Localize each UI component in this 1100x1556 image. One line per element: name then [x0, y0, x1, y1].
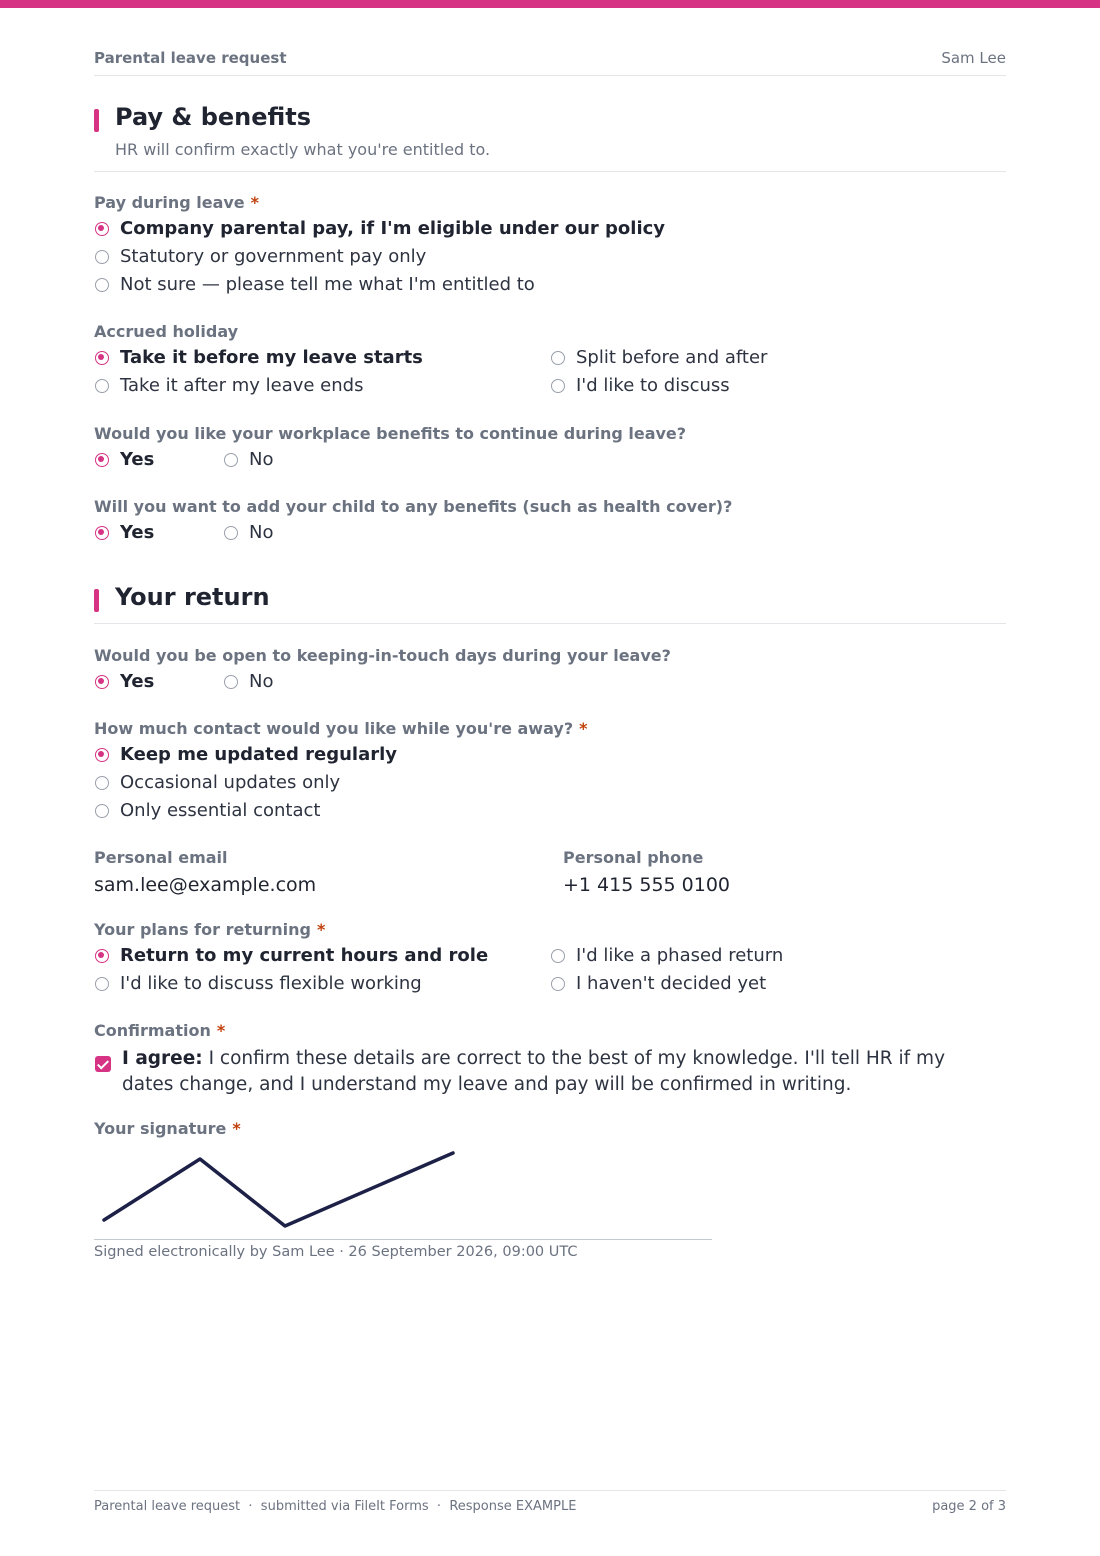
confirmation-statement: I confirm these details are correct to the best of my knowledge. I'll tell HR if my dates change, and I understand my leave and pay will be confirmed in writing. — [122, 1048, 946, 1095]
confirmation-text — [122, 1046, 1002, 1098]
required-marker: * — [316, 920, 326, 939]
field-label-pay-during-leave: Pay during leave * — [94, 193, 260, 212]
field-label-benefits-continue: Would you like your workplace benefits to continue during leave? — [94, 424, 687, 443]
section-title: Pay & benefits — [115, 103, 312, 131]
radio-selected-icon[interactable] — [95, 748, 109, 762]
agree-label: I agree: — [122, 1048, 203, 1069]
radio-icon[interactable] — [551, 949, 565, 963]
radio-icon[interactable] — [95, 804, 109, 818]
field-label-contact-level: How much contact would you like while you're away? * — [94, 719, 588, 738]
personal-phone-value: +1 415 555 0100 — [563, 874, 731, 896]
signature-box — [94, 1140, 712, 1240]
signature-drawing — [94, 1140, 712, 1240]
radio-selected-icon[interactable] — [95, 526, 109, 540]
radio-selected-icon[interactable] — [95, 675, 109, 689]
personal-email-value: sam.lee@example.com — [94, 874, 317, 896]
radio-selected-icon[interactable] — [95, 453, 109, 467]
signature-note: Signed electronically by Sam Lee · 26 September 2026, 09:00 UTC — [94, 1244, 578, 1260]
radio-selected-icon[interactable] — [95, 949, 109, 963]
footer-text: Parental leave request · submitted via FileIt Forms · Response EXAMPLE — [94, 1499, 577, 1514]
radio-selected-icon[interactable] — [95, 351, 109, 365]
radio-icon[interactable] — [551, 351, 565, 365]
radio-icon[interactable] — [95, 250, 109, 264]
required-marker: * — [216, 1021, 226, 1040]
field-label-add-child: Will you want to add your child to any benefits (such as health cover)? — [94, 497, 733, 516]
section-subtitle: HR will confirm exactly what you're entitled to. — [115, 140, 491, 159]
confirmation-checkbox[interactable] — [95, 1056, 111, 1072]
field-label-personal-email: Personal email — [94, 848, 228, 867]
running-header — [94, 48, 1006, 76]
field-label-confirmation: Confirmation * — [94, 1021, 226, 1040]
section-divider — [94, 623, 1006, 624]
radio-icon[interactable] — [551, 379, 565, 393]
section-title: Your return — [115, 583, 270, 611]
radio-icon[interactable] — [224, 675, 238, 689]
section-accent-bar — [94, 589, 99, 612]
radio-icon[interactable] — [551, 977, 565, 991]
radio-icon[interactable] — [95, 278, 109, 292]
field-label-kit-days: Would you be open to keeping-in-touch days during your leave? — [94, 646, 671, 665]
radio-icon[interactable] — [224, 453, 238, 467]
radio-selected-icon[interactable] — [95, 222, 109, 236]
required-marker: * — [232, 1119, 241, 1138]
form-page: Parental leave request Sam Lee Pay & benefits HR will confirm exactly what you're entitled to. Pay during leave * Company parental pay, if I'm eligible under our policy Statutory or government pay only Not sure — please tell me what I'm entitled to Accrued holiday Take it before my leave starts Take it after my leave ends Split before and after I'd like to discuss Would you like your workplace benefits to continue during leave? Yes No Will you want to add your child to any benefits (such as health cover)? Yes No Your return Would you be open to keeping-in-touch days during your leave? Yes No How much contact would you like while you're away? * Keep me updated regularly Occasional updates only Only essential contact Personal email sam.lee@example.com Personal phone +1 415 555 0100 Your plans for returning * Return to my current hours and role I'd like to discuss flexible working I'd like a phased return I haven't decided yet Confirmation * I agree: I confirm these details are correct to the best of my knowledge. I'll tell HR if my dates change, and I understand my leave and pay will be confirmed in writing. Your signature * Signed electronically by Sam Lee · 26 September 2026, 09:00 UTC Parental leave request · submitted via FileIt Forms · Response EXAMPLE page 2 of 3 — [94, 49, 1006, 1514]
required-marker: * — [579, 719, 588, 738]
radio-icon[interactable] — [95, 379, 109, 393]
page-number: page 2 of 3 — [932, 1499, 1006, 1514]
field-label-signature: Your signature * — [94, 1119, 241, 1138]
required-marker: * — [250, 193, 260, 212]
field-label-accrued-holiday: Accrued holiday — [94, 322, 239, 341]
radio-icon[interactable] — [95, 977, 109, 991]
field-label-personal-phone: Personal phone — [563, 848, 704, 867]
section-accent-bar — [94, 109, 99, 132]
user-name: Sam Lee — [941, 49, 1006, 67]
form-title: Parental leave request — [94, 49, 287, 67]
radio-icon[interactable] — [224, 526, 238, 540]
field-label-return-plans: Your plans for returning * — [94, 920, 326, 939]
radio-icon[interactable] — [95, 776, 109, 790]
section-divider — [94, 171, 1006, 172]
page-footer — [94, 1490, 1006, 1514]
